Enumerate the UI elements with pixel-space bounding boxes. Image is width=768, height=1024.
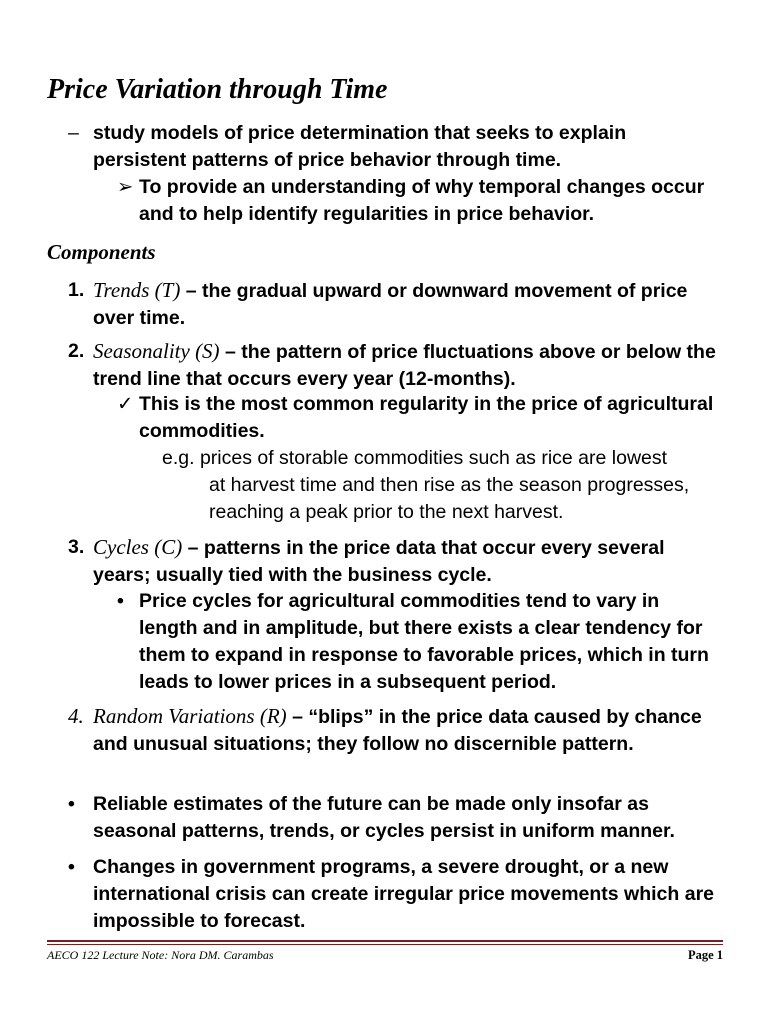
bullet-text: Reliable estimates of the future can be made only insofar as seasonal patterns, trends, or cycles persist in uniform manner. xyxy=(93,793,675,842)
component-item-cycles xyxy=(68,534,723,589)
item-term: Seasonality (S) xyxy=(93,339,220,363)
seasonality-example xyxy=(162,445,722,526)
example-rest: at harvest time and then rise as the season progresses, reaching a peak prior to the next harvest. xyxy=(209,474,690,523)
item-text: – “blips” in the price data caused by chance and unusual situations; they follow no discernible pattern. xyxy=(93,706,702,755)
seasonality-subtext: This is the most common regularity in the price of agricultural commodities. xyxy=(139,393,714,442)
intro-text: study models of price determination that seeks to explain persistent patterns of price behavior through time. xyxy=(93,122,627,171)
item-term: Trends (T) xyxy=(93,278,181,302)
component-item-random xyxy=(68,703,723,758)
item-number: 4. xyxy=(68,704,84,728)
item-text: – the pattern of price fluctuations above or below the trend line that occurs every year (12-months). xyxy=(93,341,716,390)
components-heading: Components xyxy=(47,240,156,264)
item-term: Random Variations (R) xyxy=(93,704,287,728)
footer-rule xyxy=(47,940,723,942)
intro-subitem xyxy=(117,174,723,228)
item-number: 3. xyxy=(68,536,85,558)
footer-course-note: AECO 122 Lecture Note: Nora DM. Carambas xyxy=(47,948,274,962)
example-first-line: e.g. prices of storable commodities such as rice are lowest xyxy=(162,447,668,469)
component-item-trends xyxy=(68,277,723,332)
bullet-text: Changes in government programs, a severe drought, or a new international crisis can create irregular price movements which are impossible to forecast. xyxy=(93,856,715,932)
intro-subtext: To provide an understanding of why temporal changes occur and to help identify regularities in price behavior. xyxy=(139,176,705,225)
cycles-subitem xyxy=(117,588,723,696)
item-text: – patterns in the price data that occur every several years; usually tied with the business cycle. xyxy=(93,537,665,586)
item-text: – the gradual upward or downward movement of price over time. xyxy=(93,280,688,329)
dash-marker: – xyxy=(68,122,79,144)
round-bullet-icon: • xyxy=(117,590,124,612)
item-number: 1. xyxy=(68,279,85,301)
round-bullet-icon: • xyxy=(68,856,75,878)
footer-rule-thin xyxy=(47,944,723,945)
cycles-subtext: Price cycles for agricultural commodities tend to vary in length and in amplitude, but there exists a clear tendency for them to expand in response to favorable prices, which in turn leads to lower prices in a subsequent period. xyxy=(139,590,709,693)
footer-page-number: Page 1 xyxy=(687,948,723,962)
arrow-bullet-icon: ➢ xyxy=(117,176,134,198)
bullet-item xyxy=(68,854,723,935)
item-term: Cycles (C) xyxy=(93,535,183,559)
seasonality-subitem xyxy=(117,391,723,445)
bullet-item xyxy=(68,791,723,845)
page-title: Price Variation through Time xyxy=(47,74,388,105)
intro-item xyxy=(68,120,723,174)
check-icon: ✓ xyxy=(117,393,134,415)
item-number: 2. xyxy=(68,340,85,362)
round-bullet-icon: • xyxy=(68,793,75,815)
component-item-seasonality xyxy=(68,338,723,393)
